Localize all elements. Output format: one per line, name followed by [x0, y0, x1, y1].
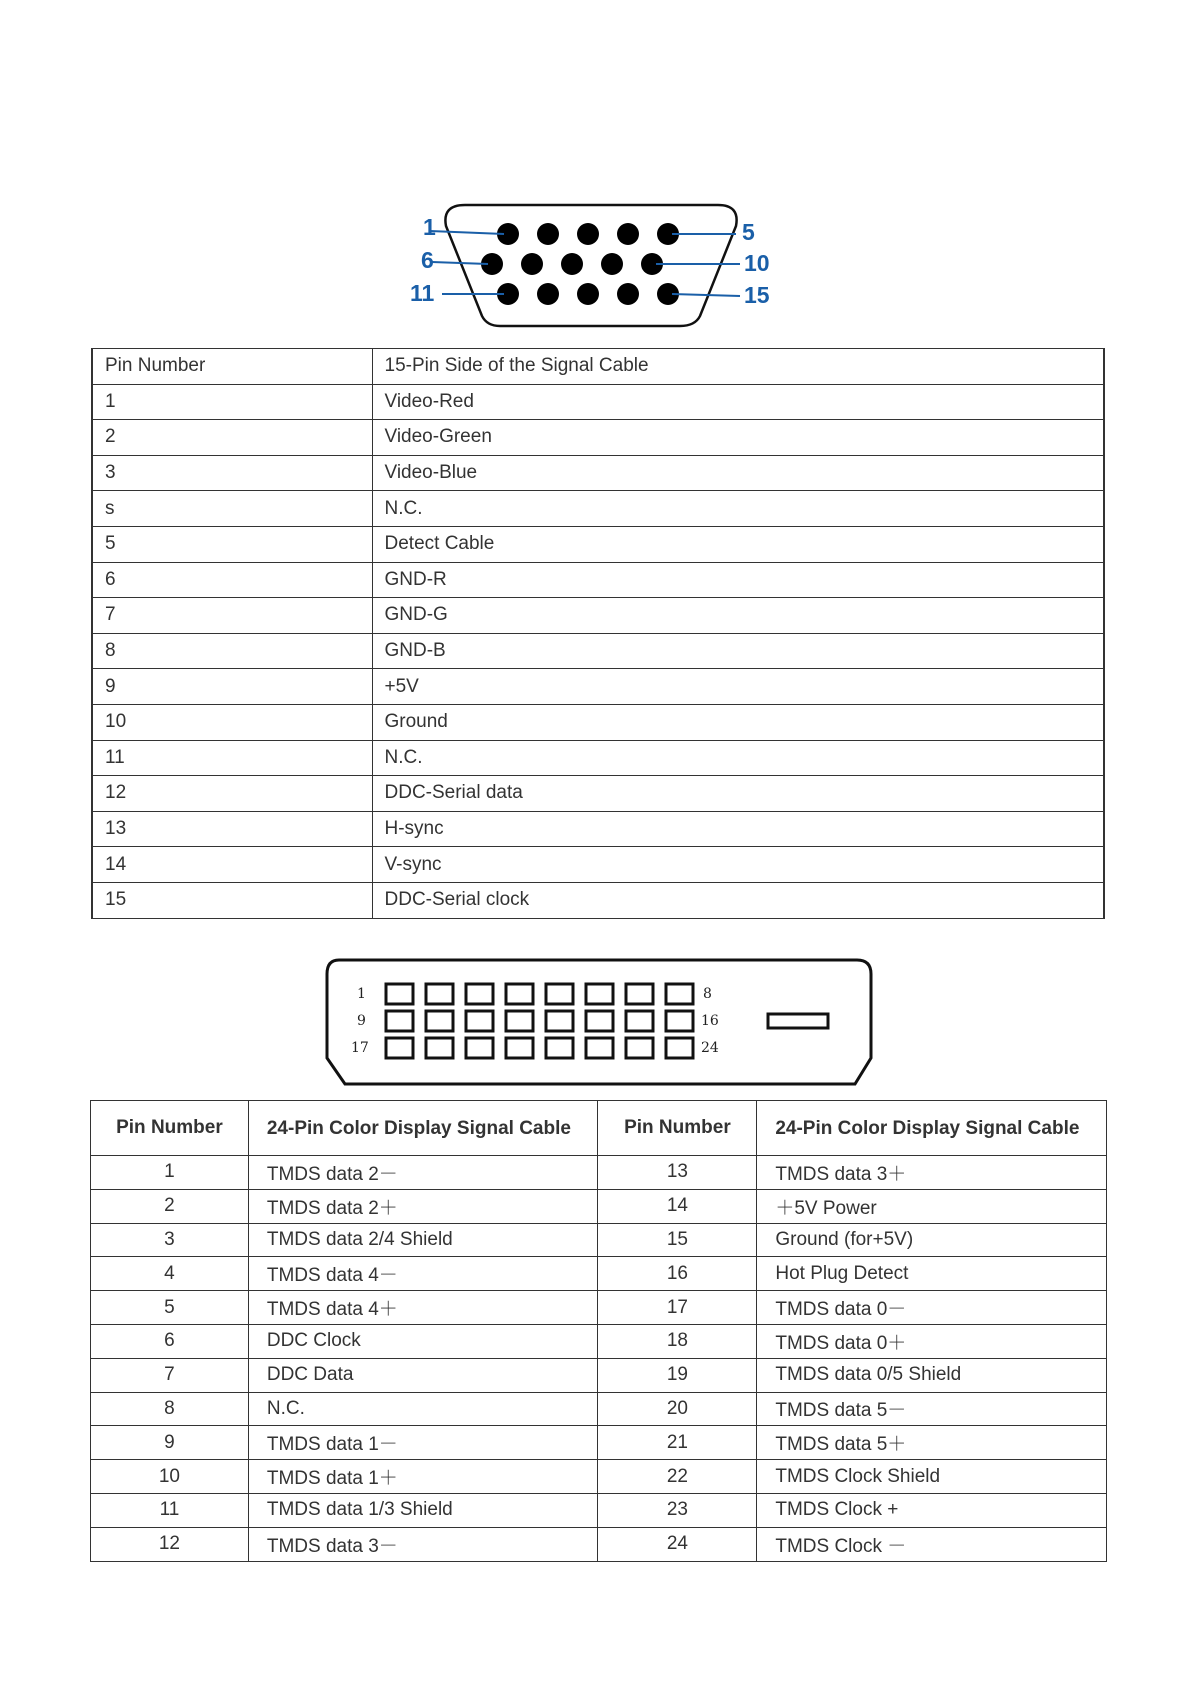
pin-signal: TMDS data 4－: [248, 1257, 598, 1291]
pin-signal: GND-B: [372, 633, 1104, 669]
table-row: [92, 882, 1104, 918]
table-header-row: [92, 349, 1104, 385]
table-row: [92, 384, 1104, 420]
pin-signal: Video-Green: [372, 420, 1104, 456]
vga-pin-label-10: 10: [744, 250, 770, 276]
pin-signal: TMDS data 4＋: [248, 1291, 598, 1325]
table-row: [91, 1527, 1107, 1561]
table-row: [92, 633, 1104, 669]
pin-number: 15: [598, 1223, 757, 1257]
pin-signal: Video-Red: [372, 384, 1104, 420]
table-header-row: [91, 1101, 1107, 1156]
pin-signal: TMDS data 2－: [248, 1156, 598, 1190]
pin-number: 14: [598, 1189, 757, 1223]
vga-pin-table: [91, 348, 1105, 919]
pin-number: 9: [92, 669, 372, 705]
pin-signal: Ground: [372, 704, 1104, 740]
pin-number: 17: [598, 1291, 757, 1325]
vga-pin-label-6: 6: [421, 247, 434, 273]
header-pin-number: Pin Number: [91, 1101, 249, 1156]
pin-signal: Detect Cable: [372, 526, 1104, 562]
pin-signal: N.C.: [248, 1392, 598, 1426]
pin-signal: TMDS data 5＋: [757, 1426, 1107, 1460]
pin-number: 23: [598, 1493, 757, 1527]
table-row: [92, 811, 1104, 847]
pin-number: 2: [92, 420, 372, 456]
pin-signal: TMDS Clock +: [757, 1493, 1107, 1527]
dvi-pin-label-24: 24: [701, 1040, 719, 1056]
table-row: [92, 669, 1104, 705]
table-row: [92, 491, 1104, 527]
table-row: [92, 740, 1104, 776]
pin-signal: V-sync: [372, 847, 1104, 883]
table-row: [92, 598, 1104, 634]
pin-signal: DDC Clock: [248, 1324, 598, 1358]
vga-pin-label-1: 1: [423, 214, 436, 240]
header-pin-number: Pin Number: [598, 1101, 757, 1156]
table-row: [92, 562, 1104, 598]
pin-signal: TMDS data 0/5 Shield: [757, 1358, 1107, 1392]
pin-signal: +5V: [372, 669, 1104, 705]
pin-signal: Hot Plug Detect: [757, 1257, 1107, 1291]
pin-signal: TMDS data 3－: [248, 1527, 598, 1561]
pin-number: 3: [92, 455, 372, 491]
table-row: [91, 1291, 1107, 1325]
pin-number: 13: [598, 1156, 757, 1190]
vga-connector-diagram: [410, 198, 800, 333]
table-row: [91, 1493, 1107, 1527]
pin-number: 12: [92, 776, 372, 812]
table-row: [91, 1156, 1107, 1190]
vga-pin-label-5: 5: [742, 219, 755, 245]
pin-number: 20: [598, 1392, 757, 1426]
dvi-pin-label-16: 16: [701, 1013, 719, 1029]
dvi-connector-diagram: [325, 958, 875, 1088]
header-pin-number: Pin Number: [92, 349, 372, 385]
header-signal: 24-Pin Color Display Signal Cable: [248, 1101, 598, 1156]
pin-number: 1: [92, 384, 372, 420]
pin-number: 11: [91, 1493, 249, 1527]
pin-signal: TMDS data 1/3 Shield: [248, 1493, 598, 1527]
pin-number: 8: [92, 633, 372, 669]
pin-signal: Ground (for+5V): [757, 1223, 1107, 1257]
pin-number: 6: [91, 1324, 249, 1358]
pin-signal: GND-R: [372, 562, 1104, 598]
pin-signal: TMDS data 1＋: [248, 1460, 598, 1494]
table-row: [91, 1426, 1107, 1460]
pin-number: 13: [92, 811, 372, 847]
table-row: [91, 1223, 1107, 1257]
pin-number: 18: [598, 1324, 757, 1358]
pin-number: 8: [91, 1392, 249, 1426]
table-row: [92, 704, 1104, 740]
vga-pin-label-15: 15: [744, 282, 770, 308]
dvi-pin-label-1: 1: [357, 986, 366, 1002]
pin-signal: TMDS data 1－: [248, 1426, 598, 1460]
vga-pin-label-11: 11: [410, 280, 435, 306]
pin-number: 21: [598, 1426, 757, 1460]
table-row: [91, 1358, 1107, 1392]
dvi-pin-table: [90, 1100, 1107, 1562]
pin-number: 19: [598, 1358, 757, 1392]
pin-number: 6: [92, 562, 372, 598]
pin-number: 10: [91, 1460, 249, 1494]
dvi-pin-label-17: 17: [351, 1040, 369, 1056]
pin-signal: TMDS data 0＋: [757, 1324, 1107, 1358]
pin-number: 12: [91, 1527, 249, 1561]
pin-number: 15: [92, 882, 372, 918]
pin-number: 3: [91, 1223, 249, 1257]
pin-number: 10: [92, 704, 372, 740]
table-row: [91, 1324, 1107, 1358]
pin-signal: N.C.: [372, 740, 1104, 776]
pin-signal: H-sync: [372, 811, 1104, 847]
pin-signal: TMDS data 2/4 Shield: [248, 1223, 598, 1257]
pin-signal: TMDS data 0－: [757, 1291, 1107, 1325]
pin-signal: TMDS data 2＋: [248, 1189, 598, 1223]
pin-number: s: [92, 491, 372, 527]
pin-signal: DDC-Serial data: [372, 776, 1104, 812]
pin-number: 14: [92, 847, 372, 883]
pin-number: 4: [91, 1257, 249, 1291]
table-row: [91, 1257, 1107, 1291]
table-row: [91, 1189, 1107, 1223]
pin-signal: DDC-Serial clock: [372, 882, 1104, 918]
pin-number: 5: [92, 526, 372, 562]
dvi-pin-label-8: 8: [703, 986, 712, 1002]
pin-signal: DDC Data: [248, 1358, 598, 1392]
pin-number: 5: [91, 1291, 249, 1325]
pin-number: 24: [598, 1527, 757, 1561]
dvi-connector-icon: [325, 958, 875, 1088]
table-row: [91, 1460, 1107, 1494]
pin-signal: Video-Blue: [372, 455, 1104, 491]
pin-signal: N.C.: [372, 491, 1104, 527]
table-row: [92, 776, 1104, 812]
dvi-pin-label-9: 9: [357, 1013, 366, 1029]
pin-number: 16: [598, 1257, 757, 1291]
pin-number: 7: [91, 1358, 249, 1392]
pin-signal: ＋5V Power: [757, 1189, 1107, 1223]
pin-signal: TMDS Clock Shield: [757, 1460, 1107, 1494]
pin-number: 1: [91, 1156, 249, 1190]
header-signal: 15-Pin Side of the Signal Cable: [372, 349, 1104, 385]
pin-number: 7: [92, 598, 372, 634]
header-signal: 24-Pin Color Display Signal Cable: [757, 1101, 1107, 1156]
pin-signal: GND-G: [372, 598, 1104, 634]
table-row: [92, 526, 1104, 562]
table-row: [91, 1392, 1107, 1426]
pin-number: 2: [91, 1189, 249, 1223]
pin-signal: TMDS data 3＋: [757, 1156, 1107, 1190]
pin-number: 11: [92, 740, 372, 776]
table-row: [92, 847, 1104, 883]
table-row: [92, 455, 1104, 491]
pin-number: 9: [91, 1426, 249, 1460]
pin-number: 22: [598, 1460, 757, 1494]
table-row: [92, 420, 1104, 456]
pin-signal: TMDS Clock －: [757, 1527, 1107, 1561]
pin-signal: TMDS data 5－: [757, 1392, 1107, 1426]
